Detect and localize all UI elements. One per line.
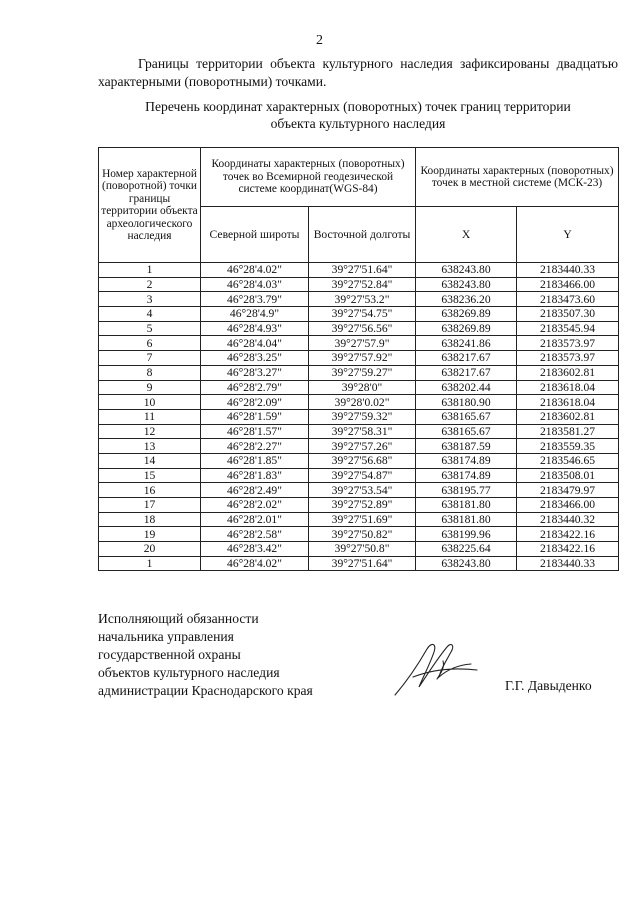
point-number-cell: 1 (99, 556, 201, 571)
y-coordinate-cell: 2183473.60 (517, 292, 619, 307)
handwritten-signature (393, 637, 478, 697)
longitude-cell: 39°27'53.2" (309, 292, 416, 307)
x-coordinate-cell: 638243.80 (416, 263, 517, 278)
longitude-cell: 39°27'59.32" (309, 409, 416, 424)
longitude-cell: 39°27'57.92" (309, 351, 416, 366)
table-row (99, 424, 619, 439)
x-coordinate-cell: 638225.64 (416, 542, 517, 557)
table-caption-line-1: Перечень координат характерных (поворотных) точек границ территории (145, 99, 571, 114)
longitude-cell: 39°27'58.31" (309, 424, 416, 439)
latitude-cell: 46°28'4.03" (201, 277, 309, 292)
longitude-cell: 39°27'56.68" (309, 453, 416, 468)
x-coordinate-cell: 638217.67 (416, 351, 517, 366)
x-coordinate-cell: 638199.96 (416, 527, 517, 542)
point-number-cell: 7 (99, 351, 201, 366)
longitude-cell: 39°27'52.84" (309, 277, 416, 292)
point-number-cell: 17 (99, 498, 201, 513)
x-coordinate-cell: 638241.86 (416, 336, 517, 351)
y-coordinate-cell: 2183602.81 (517, 409, 619, 424)
x-coordinate-cell: 638181.80 (416, 498, 517, 513)
x-coordinate-cell: 638174.89 (416, 468, 517, 483)
header-north-latitude: Северной широты (201, 207, 309, 263)
point-number-cell: 1 (99, 263, 201, 278)
header-wgs84: Координаты характерных (поворотных) точек во Всемирной геодезической системе координат(WGS-84) (201, 148, 416, 207)
x-coordinate-cell: 638243.80 (416, 277, 517, 292)
y-coordinate-cell: 2183422.16 (517, 527, 619, 542)
table-row (99, 468, 619, 483)
table-row (99, 542, 619, 557)
longitude-cell: 39°27'54.75" (309, 307, 416, 322)
longitude-cell: 39°27'51.69" (309, 512, 416, 527)
table-row (99, 556, 619, 571)
latitude-cell: 46°28'4.04" (201, 336, 309, 351)
table-row (99, 336, 619, 351)
point-number-cell: 8 (99, 365, 201, 380)
header-east-longitude: Восточной долготы (309, 207, 416, 263)
latitude-cell: 46°28'2.09" (201, 395, 309, 410)
point-number-cell: 2 (99, 277, 201, 292)
y-coordinate-cell: 2183573.97 (517, 351, 619, 366)
signatory-line-1: Исполняющий обязанности (98, 611, 259, 626)
page-number: 2 (316, 33, 323, 48)
x-coordinate-cell: 638269.89 (416, 321, 517, 336)
x-coordinate-cell: 638243.80 (416, 556, 517, 571)
longitude-cell: 39°27'52.89" (309, 498, 416, 513)
table-row (99, 277, 619, 292)
longitude-cell: 39°27'56.56" (309, 321, 416, 336)
y-coordinate-cell: 2183559.35 (517, 439, 619, 454)
point-number-cell: 9 (99, 380, 201, 395)
x-coordinate-cell: 638236.20 (416, 292, 517, 307)
table-row (99, 307, 619, 322)
longitude-cell: 39°28'0.02" (309, 395, 416, 410)
coordinates-table-body (99, 263, 619, 571)
x-coordinate-cell: 638181.80 (416, 512, 517, 527)
point-number-cell: 12 (99, 424, 201, 439)
table-row (99, 395, 619, 410)
header-point-number: Номер характерной (поворотной) точки границы территории объекта археологического наследия (99, 148, 201, 263)
point-number-cell: 3 (99, 292, 201, 307)
point-number-cell: 10 (99, 395, 201, 410)
point-number-cell: 5 (99, 321, 201, 336)
x-coordinate-cell: 638174.89 (416, 453, 517, 468)
table-row (99, 409, 619, 424)
latitude-cell: 46°28'3.42" (201, 542, 309, 557)
point-number-cell: 16 (99, 483, 201, 498)
latitude-cell: 46°28'2.58" (201, 527, 309, 542)
longitude-cell: 39°27'51.64" (309, 556, 416, 571)
intro-paragraph (98, 55, 618, 91)
point-number-cell: 11 (99, 409, 201, 424)
longitude-cell: 39°27'51.64" (309, 263, 416, 278)
y-coordinate-cell: 2183440.32 (517, 512, 619, 527)
signatory-name: Г.Г. Давыденко (505, 678, 592, 693)
point-number-cell: 14 (99, 453, 201, 468)
table-row (99, 527, 619, 542)
table-row (99, 351, 619, 366)
latitude-cell: 46°28'2.49" (201, 483, 309, 498)
latitude-cell: 46°28'1.85" (201, 453, 309, 468)
header-msk23: Координаты характерных (поворотных) точек в местной системе (МСК-23) (416, 148, 619, 207)
x-coordinate-cell: 638269.89 (416, 307, 517, 322)
coordinates-table (98, 147, 619, 571)
y-coordinate-cell: 2183618.04 (517, 395, 619, 410)
y-coordinate-cell: 2183545.94 (517, 321, 619, 336)
y-coordinate-cell: 2183546.65 (517, 453, 619, 468)
y-coordinate-cell: 2183507.30 (517, 307, 619, 322)
latitude-cell: 46°28'4.02" (201, 556, 309, 571)
y-coordinate-cell: 2183508.01 (517, 468, 619, 483)
y-coordinate-cell: 2183422.16 (517, 542, 619, 557)
x-coordinate-cell: 638217.67 (416, 365, 517, 380)
table-row (99, 439, 619, 454)
latitude-cell: 46°28'2.27" (201, 439, 309, 454)
signatory-line-2: начальника управления (98, 629, 234, 644)
table-row (99, 483, 619, 498)
table-row (99, 380, 619, 395)
latitude-cell: 46°28'3.79" (201, 292, 309, 307)
latitude-cell: 46°28'3.25" (201, 351, 309, 366)
x-coordinate-cell: 638165.67 (416, 424, 517, 439)
x-coordinate-cell: 638202.44 (416, 380, 517, 395)
y-coordinate-cell: 2183466.00 (517, 498, 619, 513)
x-coordinate-cell: 638195.77 (416, 483, 517, 498)
y-coordinate-cell: 2183581.27 (517, 424, 619, 439)
table-caption-line-2: объекта культурного наследия (270, 116, 446, 131)
point-number-cell: 6 (99, 336, 201, 351)
x-coordinate-cell: 638180.90 (416, 395, 517, 410)
latitude-cell: 46°28'2.02" (201, 498, 309, 513)
signatory-title (98, 610, 398, 700)
longitude-cell: 39°27'57.9" (309, 336, 416, 351)
y-coordinate-cell: 2183602.81 (517, 365, 619, 380)
table-row (99, 365, 619, 380)
longitude-cell: 39°27'57.26" (309, 439, 416, 454)
table-row (99, 453, 619, 468)
longitude-cell: 39°27'50.8" (309, 542, 416, 557)
signatory-line-4: объектов культурного наследия (98, 665, 280, 680)
point-number-cell: 15 (99, 468, 201, 483)
latitude-cell: 46°28'4.9" (201, 307, 309, 322)
intro-text: Границы территории объекта культурного наследия зафиксированы двадцатью характерными (поворотными) точками. (98, 56, 618, 89)
table-row (99, 512, 619, 527)
table-caption (98, 98, 618, 132)
longitude-cell: 39°28'0" (309, 380, 416, 395)
y-coordinate-cell: 2183440.33 (517, 263, 619, 278)
longitude-cell: 39°27'53.54" (309, 483, 416, 498)
point-number-cell: 13 (99, 439, 201, 454)
latitude-cell: 46°28'1.83" (201, 468, 309, 483)
point-number-cell: 18 (99, 512, 201, 527)
point-number-cell: 4 (99, 307, 201, 322)
latitude-cell: 46°28'3.27" (201, 365, 309, 380)
table-row (99, 263, 619, 278)
y-coordinate-cell: 2183479.97 (517, 483, 619, 498)
header-y: Y (517, 207, 619, 263)
table-row (99, 498, 619, 513)
latitude-cell: 46°28'4.02" (201, 263, 309, 278)
x-coordinate-cell: 638187.59 (416, 439, 517, 454)
table-row (99, 321, 619, 336)
longitude-cell: 39°27'50.82" (309, 527, 416, 542)
header-x: X (416, 207, 517, 263)
latitude-cell: 46°28'1.59" (201, 409, 309, 424)
x-coordinate-cell: 638165.67 (416, 409, 517, 424)
longitude-cell: 39°27'54.87" (309, 468, 416, 483)
table-row (99, 292, 619, 307)
latitude-cell: 46°28'2.79" (201, 380, 309, 395)
point-number-cell: 19 (99, 527, 201, 542)
y-coordinate-cell: 2183466.00 (517, 277, 619, 292)
longitude-cell: 39°27'59.27" (309, 365, 416, 380)
point-number-cell: 20 (99, 542, 201, 557)
y-coordinate-cell: 2183573.97 (517, 336, 619, 351)
y-coordinate-cell: 2183618.04 (517, 380, 619, 395)
signatory-line-5: администрации Краснодарского края (98, 683, 313, 698)
latitude-cell: 46°28'4.93" (201, 321, 309, 336)
latitude-cell: 46°28'1.57" (201, 424, 309, 439)
signatory-line-3: государственной охраны (98, 647, 241, 662)
y-coordinate-cell: 2183440.33 (517, 556, 619, 571)
latitude-cell: 46°28'2.01" (201, 512, 309, 527)
